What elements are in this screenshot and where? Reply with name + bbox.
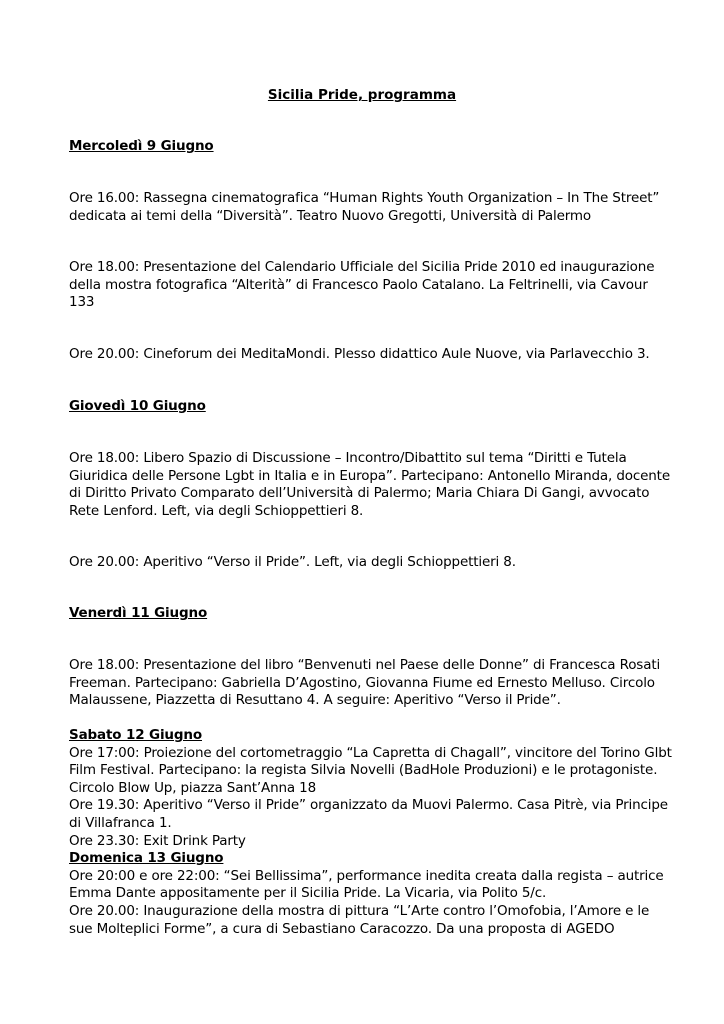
weekend-program — [69, 727, 672, 938]
text-line: Ore 17:00: Proiezione del cortometraggio “La Capretta di Chagall”, vincitore del Torino Glbt — [69, 744, 672, 761]
event-paragraph — [69, 450, 669, 520]
event-paragraph — [69, 259, 669, 312]
day-heading-label: Giovedì 10 Giugno — [69, 398, 206, 414]
text-line: Ore 18.00: Libero Spazio di Discussione – Incontro/Dibattito sul tema “Diritti e Tutela — [69, 450, 627, 466]
text-line: di Diritto Privato Comparato dell’Università di Palermo; Maria Chiara Di Gangi, avvocato — [69, 485, 650, 501]
event-paragraph — [69, 346, 669, 364]
text-line: Ore 18.00: Presentazione del libro “Benvenuti nel Paese delle Donne” di Francesca Rosati — [69, 657, 661, 673]
text-line: Ore 23.30: Exit Drink Party — [69, 832, 246, 849]
text-line: Film Festival. Partecipano: la regista Silvia Novelli (BadHole Produzioni) e le protagoniste. — [69, 762, 658, 779]
day-heading-label: Mercoledì 9 Giugno — [69, 138, 214, 154]
text-line: sue Molteplici Forme”, a cura di Sebastiano Caracozzo. Da una proposta di AGEDO — [69, 920, 615, 937]
day-heading-sunday: Domenica 13 Giugno — [69, 850, 224, 867]
day-heading-friday — [69, 605, 669, 623]
text-line: 133 — [69, 294, 95, 310]
text-line: Ore 20:00 e ore 22:00: “Sei Bellissima”, performance inedita creata dalla regista – autrice — [69, 867, 664, 884]
day-heading-wednesday — [69, 138, 669, 156]
text-line: di Villafranca 1. — [69, 814, 172, 831]
text-line: Giuridica delle Persone Lgbt in Italia e in Europa”. Partecipano: Antonello Miranda, docente — [69, 467, 670, 484]
day-heading-thursday — [69, 398, 669, 416]
day-heading-saturday: Sabato 12 Giugno — [69, 727, 202, 743]
document-title: Sicilia Pride, programma — [267, 87, 457, 103]
text-line: Ore 20.00: Inaugurazione della mostra di pittura “L’Arte contro l’Omofobia, l’Amore e le — [69, 902, 650, 919]
text-line: dedicata ai temi della “Diversità”. Teatro Nuovo Gregotti, Università di Palermo — [69, 207, 592, 224]
text-line: Emma Dante appositamente per il Sicilia Pride. La Vicaria, via Polito 5/c. — [69, 885, 547, 902]
text-line: Ore 19.30: Aperitivo “Verso il Pride” organizzato da Muovi Palermo. Casa Pitrè, via Principe — [69, 797, 668, 814]
text-line: Circolo Blow Up, piazza Sant’Anna 18 — [69, 779, 317, 796]
text-line: Ore 20.00: Cineforum dei MeditaMondi. Plesso didattico Aule Nuove, via Parlavecchio 3. — [69, 346, 650, 362]
text-line: Rete Lenford. Left, via degli Schioppettieri 8. — [69, 502, 364, 519]
event-paragraph — [69, 190, 669, 225]
event-paragraph — [69, 657, 669, 710]
text-line: Ore 20.00: Aperitivo “Verso il Pride”. Left, via degli Schioppettieri 8. — [69, 554, 516, 570]
text-line: Ore 16.00: Rassegna cinematografica “Human Rights Youth Organization – In The Street” — [69, 190, 660, 206]
event-paragraph — [69, 554, 669, 572]
text-line: Freeman. Partecipano: Gabriella D’Agostino, Giovanna Fiume ed Ernesto Melluso. Circolo — [69, 674, 655, 691]
text-line: della mostra fotografica “Alterità” di Francesco Paolo Catalano. La Feltrinelli, via Cavour — [69, 276, 648, 293]
text-line: Ore 18.00: Presentazione del Calendario Ufficiale del Sicilia Pride 2010 ed inaugurazione — [69, 259, 655, 275]
text-line: Malaussene, Piazzetta di Resuttano 4. A seguire: Aperitivo “Verso il Pride”. — [69, 692, 561, 708]
day-heading-label: Venerdì 11 Giugno — [69, 605, 208, 621]
